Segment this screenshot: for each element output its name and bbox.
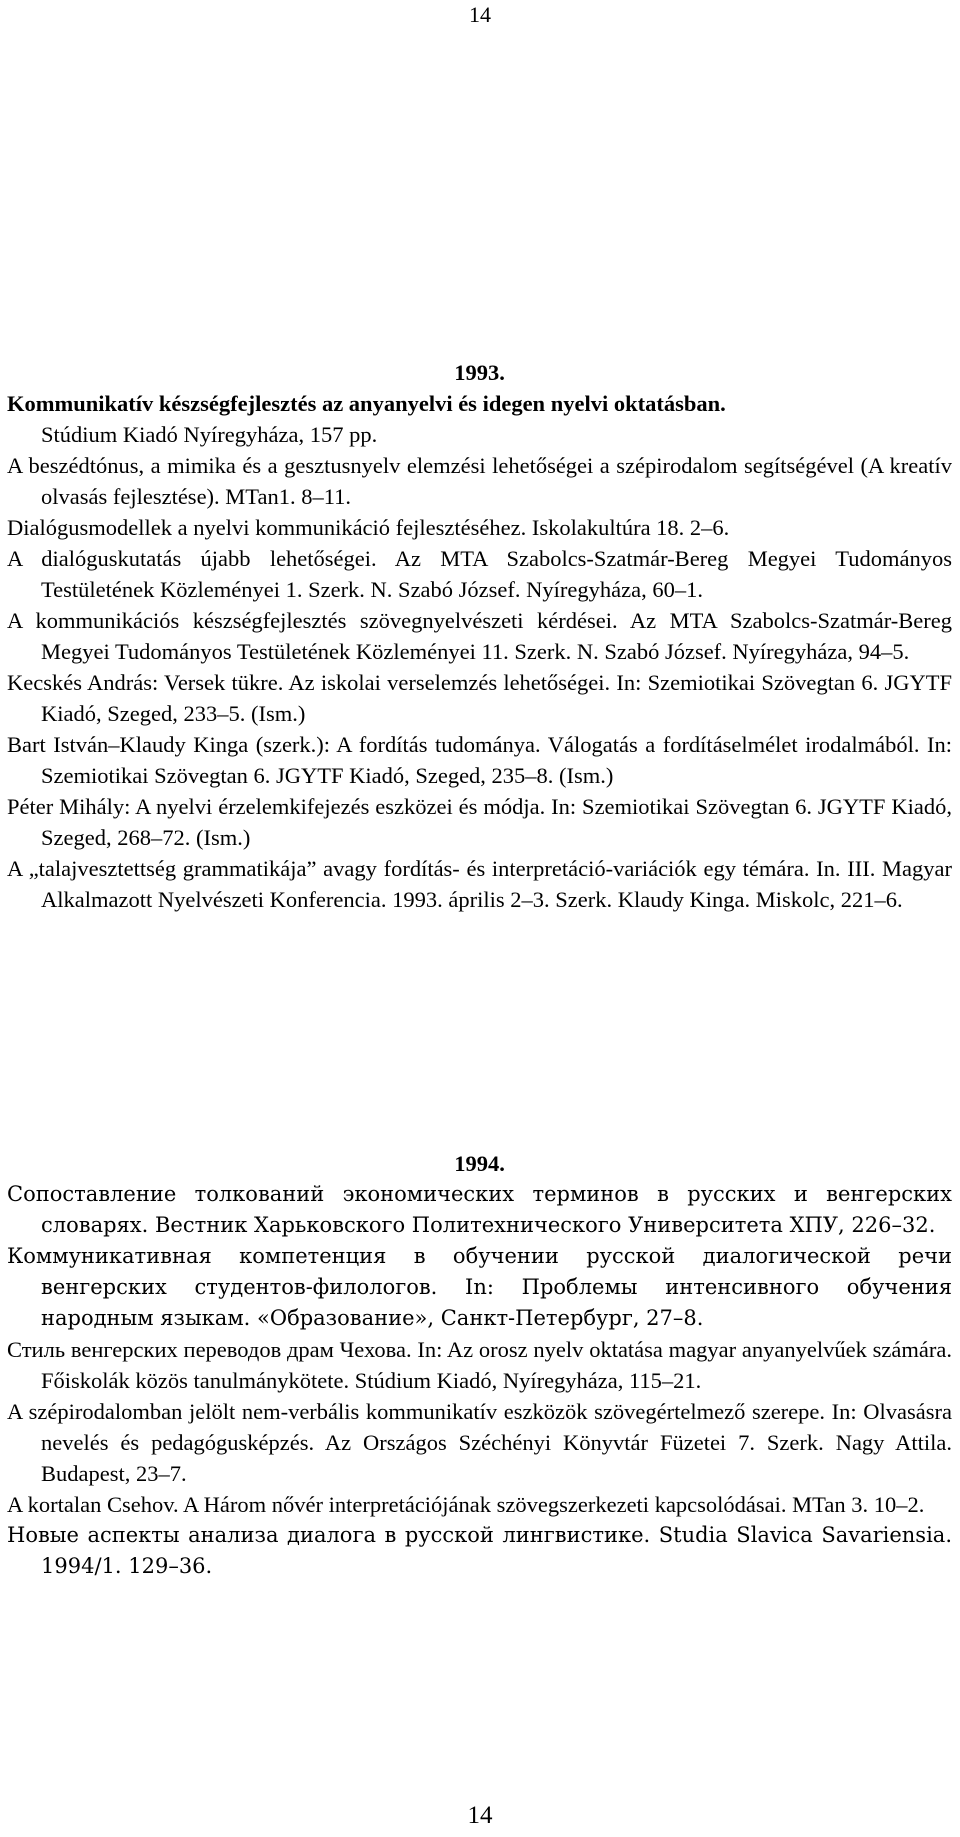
bibliography-entry: Dialógusmodellek a nyelvi kommunikáció fejlesztéséhez. Iskolakultúra 18. 2–6. <box>7 515 730 540</box>
bibliography-entry: Новые аспекты анализа диалога в русской лингвистике. Studia Slavica Savariensia. 1994/1. 129–36. <box>7 1523 952 1578</box>
bibliography-entry: A „talajvesztettség grammatikája” avagy fordítás- és interpretáció-variációk egy témára. In. III. Magyar Alkalmazott Nyelvészeti Konferencia. 1993. április 2–3. Szerk. Klaudy Kinga. Miskolc, 221–6. <box>7 856 952 912</box>
bibliography-entry: Коммуникативная компетенция в обучении русской диалогической речи венгерских студентов-филологов. In: Проблемы интенсивного обучения народным языкам. «Образование», Санкт-Петербург, 27–8. <box>7 1244 952 1330</box>
bibliography-entry <box>7 388 952 450</box>
bibliography-entry: A kommunikációs készségfejlesztés szövegnyelvészeti kérdései. Az MTA Szabolcs-Szatmár-Bereg Megyei Tudományos Testületének Közleményei 11. Szerk. N. Szabó József. Nyíregyháza, 94–5. <box>7 608 952 664</box>
bibliography-entry: Péter Mihály: A nyelvi érzelemkifejezés eszközei és módja. In: Szemiotikai Szövegtan 6. JGYTF Kiadó, Szeged, 268–72. (Ism.) <box>7 794 952 850</box>
year-heading-1993: 1993. <box>454 360 505 385</box>
entry-publisher: Stúdium Kiadó Nyíregyháza, 157 pp. <box>41 422 378 447</box>
bibliography-entry: A beszédtónus, a mimika és a gesztusnyelv elemzési lehetőségei a szépirodalom segítségével (A kreatív olvasás fejlesztése). MTan1. 8–11. <box>7 453 952 509</box>
bibliography-entry: Bart István–Klaudy Kinga (szerk.): A fordítás tudománya. Válogatás a fordításelmélet irodalmából. In: Szemiotikai Szövegtan 6. JGYTF Kiadó, Szeged, 235–8. (Ism.) <box>7 732 952 788</box>
entry-title: Kommunikatív készségfejlesztés az anyanyelvi és idegen nyelvi oktatásban. <box>7 391 726 416</box>
bibliography-entry: A szépirodalomban jelölt nem-verbális kommunikatív eszközök szövegértelmező szerepe. In: Olvasásra nevelés és pedagógusképzés. Az Országos Széchényi Könyvtár Füzetei 7. Szerk. Nagy Attila. Budapest, 23–7. <box>7 1399 952 1486</box>
bibliography-entry: Сопоставление толкований экономических терминов в русских и венгерских словарях. Вестник Харьковского Политехнического Университета ХПУ, 226–32. <box>7 1182 952 1237</box>
page-number-top: 14 <box>469 2 491 27</box>
page-number-bottom: 14 <box>467 1802 493 1829</box>
section-1993 <box>7 357 952 915</box>
bibliography-entry: A dialóguskutatás újabb lehetőségei. Az MTA Szabolcs-Szatmár-Bereg Megyei Tudományos Testületének Közleményei 1. Szerk. N. Szabó József. Nyíregyháza, 60–1. <box>7 546 952 602</box>
year-heading-1994: 1994. <box>454 1151 505 1176</box>
section-1994 <box>7 1148 952 1582</box>
bibliography-entry: A kortalan Csehov. A Három nővér interpretációjának szövegszerkezeti kapcsolódásai. MTan 3. 10–2. <box>7 1492 925 1517</box>
bibliography-entry: Kecskés András: Versek tükre. Az iskolai verselemzés lehetőségei. In: Szemiotikai Szövegtan 6. JGYTF Kiadó, Szeged, 233–5. (Ism.) <box>7 670 952 726</box>
bibliography-entry: Стиль венгерских переводов драм Чехова. In: Az orosz nyelv oktatása magyar anyanyelvűek számára. Főiskolák közös tanulmánykötete. Stúdium Kiadó, Nyíregyháza, 115–21. <box>7 1337 952 1393</box>
